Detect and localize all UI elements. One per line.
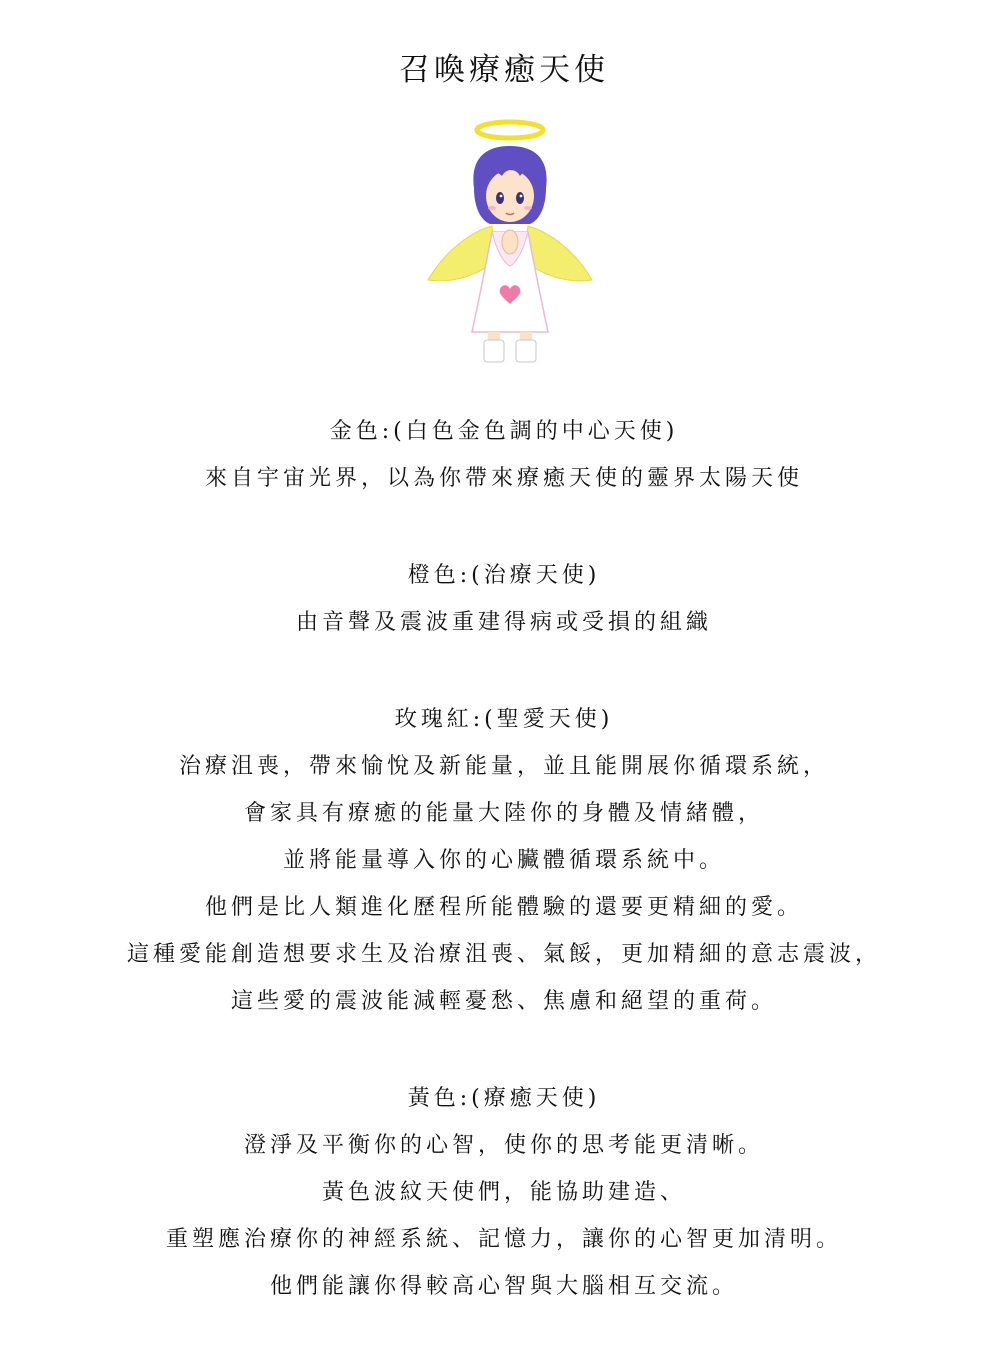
section-heading: 黃色:(療癒天使): [407, 1086, 601, 1111]
section-gold: [0, 408, 1008, 502]
section-line: 他們能讓你得較高心智與大腦相互交流。: [269, 1274, 738, 1299]
section-line: 這種愛能創造想要求生及治療沮喪、氣餒，更加精細的意志震波，: [126, 942, 881, 967]
section-line: 來自宇宙光界，以為你帶來療癒天使的靈界太陽天使: [204, 466, 803, 491]
left-eye-icon: [496, 192, 504, 204]
section-line: 並將能量導入你的心臟體循環系統中。: [282, 848, 725, 873]
left-boot-icon: [484, 340, 504, 362]
section-line: 重塑應治療你的神經系統、記憶力，讓你的心智更加清明。: [165, 1227, 842, 1252]
section-heading: 金色:(白色金色調的中心天使): [329, 419, 679, 444]
right-eye-icon: [516, 192, 524, 204]
section-line: 黃色波紋天使們，能協助建造、: [321, 1180, 686, 1205]
section-heading: 橙色:(治療天使): [407, 563, 601, 588]
section-orange: [0, 552, 1008, 646]
halo-icon: [477, 122, 543, 138]
praying-hands-icon: [502, 230, 518, 254]
section-line: 他們是比人類進化歷程所能體驗的還要更精細的愛。: [204, 895, 803, 920]
section-rose: [0, 696, 1008, 1025]
section-heading: 玫瑰紅:(聖愛天使): [394, 707, 614, 732]
section-line: 由音聲及震波重建得病或受損的組織: [295, 610, 712, 635]
page-title: 召喚療癒天使: [399, 52, 609, 88]
section-line: 這些愛的震波能減輕憂愁、焦慮和絕望的重荷。: [230, 989, 777, 1014]
section-line: 澄淨及平衡你的心智，使你的思考能更清晰。: [243, 1133, 764, 1158]
section-line: 治療沮喪，帶來愉悅及新能量，並且能開展你循環系統，: [178, 754, 829, 779]
section-yellow: [0, 1075, 1008, 1310]
right-boot-icon: [516, 340, 536, 362]
section-line: 會家具有療癒的能量大陸你的身體及情緒體，: [243, 801, 764, 826]
angel-illustration: [420, 114, 600, 370]
content: [0, 408, 1008, 1360]
